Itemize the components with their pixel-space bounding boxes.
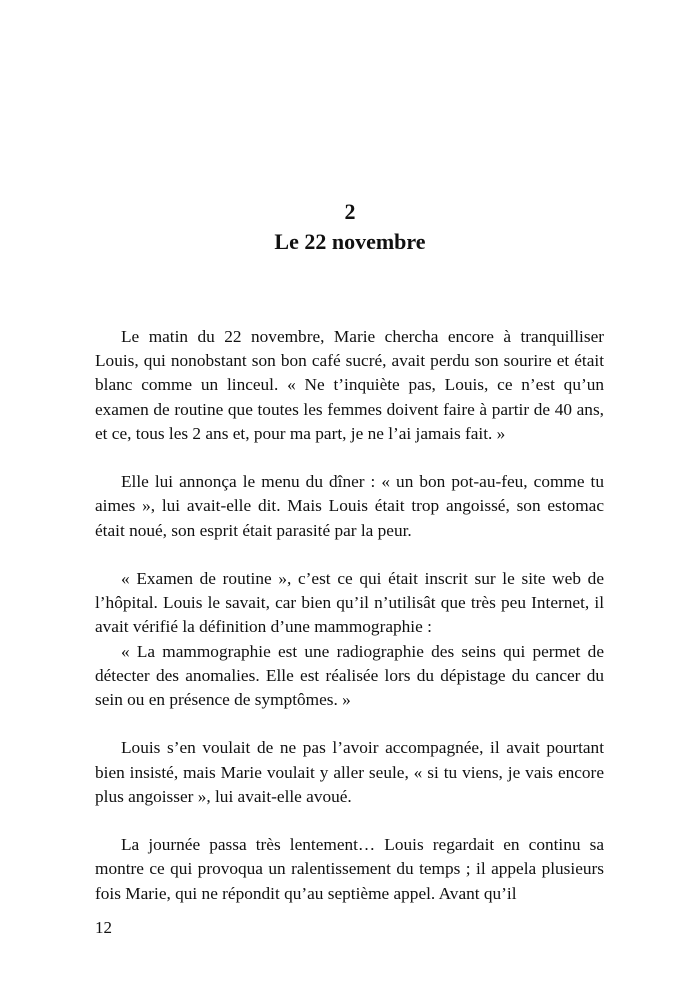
paragraph-6: La journée passa très lentement… Louis regardait en continu sa montre ce qui provoqua un ralentissement du temps ; il appela plusieurs fois Marie, qui ne répondit qu’au septième appel. Avant qu’il bbox=[95, 835, 604, 903]
chapter-number: 2 bbox=[344, 199, 356, 224]
paragraph-1: Le matin du 22 novembre, Marie chercha encore à tranquilliser Louis, qui nonobstant son bon café sucré, avait perdu son sourire et était blanc comme un linceul. « Ne t’inquiète pas, Louis, ce n’est qu’un examen de routine que toutes les femmes doivent faire à partir de 40 ans, et ce, tous les 2 ans et, pour ma part, je ne l’ai jamais fait. » bbox=[95, 327, 604, 443]
chapter-title: Le 22 novembre bbox=[274, 229, 426, 254]
paragraph-5: Louis s’en voulait de ne pas l’avoir accompagnée, il avait pourtant bien insisté, mais Marie voulait y aller seule, « si tu viens, je vais encore plus angoisser », lui avait-elle avoué. bbox=[95, 738, 604, 806]
paragraph-4-quote: « La mammographie est une radiographie des seins qui permet de détecter des anomalies. Elle est réalisée lors du dépistage du cancer du sein ou en présence de symptômes. » bbox=[95, 641, 604, 710]
chapter-body bbox=[95, 325, 604, 906]
page-number: 12 bbox=[95, 918, 112, 937]
paragraph-3: « Examen de routine », c’est ce qui était inscrit sur le site web de l’hôpital. Louis le savait, car bien qu’il n’utilisât que très peu Internet, il avait vérifié la définition d’une mammographie : bbox=[95, 569, 604, 637]
paragraph-2: Elle lui annonça le menu du dîner : « un bon pot-au-feu, comme tu aimes », lui avait-elle dit. Mais Louis était trop angoissé, son estomac était noué, son esprit était parasité par la peur. bbox=[95, 472, 604, 540]
